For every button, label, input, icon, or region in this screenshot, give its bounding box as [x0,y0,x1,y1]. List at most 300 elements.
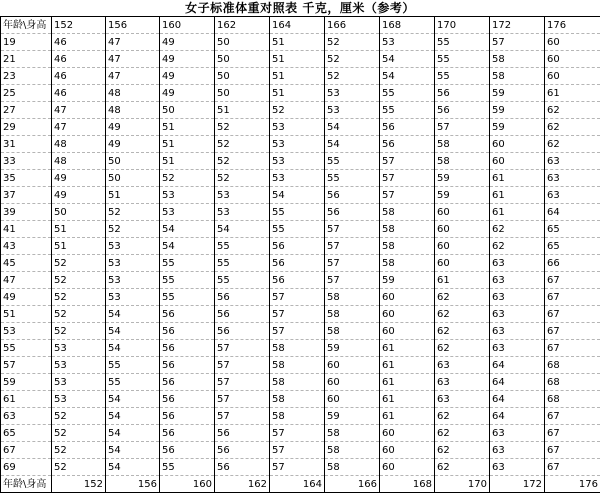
weight-cell: 55 [380,85,435,102]
weight-cell: 49 [160,85,215,102]
table-row [1,68,600,85]
weight-cell: 60 [380,306,435,323]
weight-cell: 62 [435,306,490,323]
weight-cell: 64 [490,408,545,425]
weight-cell: 55 [435,68,490,85]
age-cell: 55 [1,340,52,357]
weight-cell: 56 [215,323,270,340]
weight-cell: 50 [215,85,270,102]
weight-cell: 56 [160,374,215,391]
table-row [1,136,600,153]
table-row [1,323,600,340]
weight-cell: 56 [160,340,215,357]
weight-cell: 56 [215,425,270,442]
height-header: 166 [325,17,380,34]
table-row [1,153,600,170]
weight-cell: 58 [270,391,325,408]
weight-cell: 52 [325,68,380,85]
weight-cell: 64 [490,374,545,391]
age-cell: 47 [1,272,52,289]
weight-cell: 52 [106,204,160,221]
weight-cell: 57 [215,357,270,374]
weight-cell: 59 [325,408,380,425]
weight-cell: 57 [325,255,380,272]
weight-cell: 54 [106,459,160,476]
weight-cell: 67 [545,442,600,459]
weight-cell: 60 [490,136,545,153]
weight-cell: 60 [325,357,380,374]
weight-cell: 59 [490,119,545,136]
weight-cell: 56 [270,238,325,255]
weight-cell: 51 [270,34,325,51]
weight-cell: 62 [435,442,490,459]
age-cell: 51 [1,306,52,323]
weight-cell: 52 [52,272,106,289]
weight-cell: 56 [380,136,435,153]
weight-cell: 56 [160,425,215,442]
weight-cell: 59 [490,85,545,102]
weight-cell: 51 [160,119,215,136]
table-row [1,408,600,425]
weight-cell: 63 [490,459,545,476]
weight-cell: 60 [325,374,380,391]
table-row [1,289,600,306]
weight-cell: 58 [435,136,490,153]
weight-cell: 55 [435,34,490,51]
weight-cell: 67 [545,459,600,476]
weight-cell: 60 [545,68,600,85]
age-cell: 59 [1,374,52,391]
weight-cell: 53 [325,102,380,119]
weight-cell: 52 [52,289,106,306]
weight-cell: 53 [52,374,106,391]
weight-cell: 52 [215,136,270,153]
age-cell: 53 [1,323,52,340]
weight-cell: 59 [380,272,435,289]
weight-cell: 54 [106,408,160,425]
weight-cell: 62 [435,459,490,476]
weight-cell: 63 [490,289,545,306]
weight-cell: 53 [52,340,106,357]
weight-cell: 54 [160,221,215,238]
weight-cell: 63 [545,153,600,170]
weight-cell: 63 [545,170,600,187]
weight-cell: 51 [52,238,106,255]
weight-cell: 60 [545,34,600,51]
age-cell: 21 [1,51,52,68]
weight-cell: 63 [490,340,545,357]
age-cell: 37 [1,187,52,204]
weight-cell: 63 [490,306,545,323]
height-header: 156 [106,476,160,493]
weight-cell: 53 [106,272,160,289]
age-cell: 65 [1,425,52,442]
weight-cell: 53 [325,85,380,102]
weight-cell: 57 [215,391,270,408]
weight-cell: 50 [215,51,270,68]
height-header: 162 [215,476,270,493]
weight-cell: 63 [435,391,490,408]
weight-cell: 56 [435,102,490,119]
weight-cell: 65 [545,221,600,238]
weight-cell: 52 [215,119,270,136]
header-row [1,17,600,34]
height-header: 170 [435,476,490,493]
weight-cell: 68 [545,374,600,391]
weight-cell: 55 [215,255,270,272]
weight-cell: 53 [215,187,270,204]
weight-cell: 67 [545,340,600,357]
height-header: 170 [435,17,490,34]
table-title: 女子标准体重对照表 千克，厘米（参考） [0,0,600,16]
weight-cell: 53 [270,153,325,170]
weight-cell: 55 [325,153,380,170]
table-row [1,255,600,272]
age-cell: 63 [1,408,52,425]
weight-cell: 50 [215,34,270,51]
weight-cell: 64 [545,204,600,221]
weight-cell: 58 [270,408,325,425]
weight-cell: 68 [545,357,600,374]
weight-cell: 54 [106,391,160,408]
weight-cell: 49 [160,68,215,85]
weight-cell: 56 [160,391,215,408]
weight-cell: 58 [490,68,545,85]
weight-cell: 52 [215,153,270,170]
weight-cell: 63 [490,442,545,459]
weight-cell: 58 [270,374,325,391]
weight-cell: 52 [52,459,106,476]
weight-cell: 58 [325,289,380,306]
height-header: 164 [270,476,325,493]
weight-cell: 60 [380,425,435,442]
weight-cell: 63 [490,255,545,272]
weight-cell: 49 [106,136,160,153]
height-header: 164 [270,17,325,34]
weight-cell: 54 [325,136,380,153]
height-header: 168 [380,17,435,34]
table-row [1,238,600,255]
table-row [1,85,600,102]
height-header: 160 [160,476,215,493]
weight-cell: 53 [52,391,106,408]
age-cell: 19 [1,34,52,51]
weight-cell: 54 [215,221,270,238]
weight-cell: 63 [435,374,490,391]
weight-cell: 52 [52,255,106,272]
weight-cell: 60 [435,238,490,255]
weight-cell: 60 [380,323,435,340]
age-cell: 61 [1,391,52,408]
weight-cell: 55 [160,255,215,272]
weight-cell: 54 [270,187,325,204]
weight-cell: 57 [270,425,325,442]
height-header: 152 [52,476,106,493]
weight-cell: 52 [52,425,106,442]
weight-cell: 57 [380,153,435,170]
weight-cell: 55 [215,272,270,289]
weight-cell: 60 [325,391,380,408]
weight-cell: 47 [52,119,106,136]
weight-cell: 61 [490,204,545,221]
weight-cell: 61 [380,408,435,425]
weight-cell: 58 [325,306,380,323]
weight-table [0,16,600,493]
weight-cell: 55 [435,51,490,68]
weight-cell: 50 [106,153,160,170]
table-row [1,442,600,459]
weight-cell: 52 [160,170,215,187]
weight-cell: 56 [325,187,380,204]
weight-cell: 62 [435,425,490,442]
height-header: 176 [545,476,600,493]
age-cell: 43 [1,238,52,255]
weight-cell: 56 [215,442,270,459]
weight-cell: 52 [270,102,325,119]
table-row [1,272,600,289]
table-row [1,221,600,238]
weight-cell: 56 [160,323,215,340]
age-cell: 57 [1,357,52,374]
table-row [1,204,600,221]
weight-cell: 58 [325,459,380,476]
weight-cell: 54 [106,306,160,323]
weight-cell: 46 [52,85,106,102]
weight-cell: 55 [270,221,325,238]
weight-cell: 67 [545,425,600,442]
weight-cell: 55 [160,272,215,289]
weight-cell: 58 [380,238,435,255]
weight-cell: 57 [270,306,325,323]
weight-cell: 49 [52,170,106,187]
weight-cell: 60 [380,289,435,306]
table-row [1,102,600,119]
table-row [1,34,600,51]
weight-cell: 60 [435,221,490,238]
weight-cell: 56 [325,204,380,221]
weight-cell: 60 [545,51,600,68]
weight-cell: 54 [106,340,160,357]
height-header: 172 [490,17,545,34]
weight-cell: 61 [380,374,435,391]
weight-cell: 60 [380,442,435,459]
weight-cell: 56 [160,357,215,374]
age-cell: 69 [1,459,52,476]
weight-cell: 58 [270,340,325,357]
weight-cell: 67 [545,272,600,289]
weight-cell: 59 [325,340,380,357]
height-header: 168 [380,476,435,493]
weight-cell: 64 [490,391,545,408]
weight-cell: 46 [52,68,106,85]
weight-cell: 62 [490,238,545,255]
weight-cell: 52 [52,306,106,323]
weight-cell: 59 [435,187,490,204]
weight-cell: 57 [380,187,435,204]
weight-cell: 53 [270,119,325,136]
weight-cell: 62 [545,102,600,119]
age-cell: 27 [1,102,52,119]
weight-cell: 49 [106,119,160,136]
weight-cell: 53 [270,136,325,153]
height-header: 160 [160,17,215,34]
weight-cell: 53 [215,204,270,221]
weight-cell: 54 [380,68,435,85]
age-cell: 23 [1,68,52,85]
table-row [1,119,600,136]
weight-cell: 60 [380,459,435,476]
table-row [1,374,600,391]
weight-cell: 50 [106,170,160,187]
table-row [1,425,600,442]
weight-cell: 60 [490,153,545,170]
weight-cell: 48 [52,136,106,153]
age-cell: 45 [1,255,52,272]
weight-cell: 57 [270,442,325,459]
weight-cell: 58 [270,357,325,374]
age-cell: 35 [1,170,52,187]
weight-cell: 56 [435,85,490,102]
weight-cell: 62 [435,289,490,306]
weight-cell: 58 [380,204,435,221]
weight-cell: 63 [490,425,545,442]
weight-cell: 51 [270,85,325,102]
weight-cell: 62 [435,323,490,340]
weight-cell: 55 [106,357,160,374]
weight-cell: 68 [545,391,600,408]
age-cell: 31 [1,136,52,153]
height-header: 162 [215,17,270,34]
weight-cell: 61 [545,85,600,102]
weight-cell: 56 [215,459,270,476]
weight-cell: 50 [160,102,215,119]
weight-cell: 57 [215,340,270,357]
weight-cell: 57 [380,170,435,187]
table-row [1,51,600,68]
weight-cell: 47 [106,68,160,85]
weight-cell: 67 [545,306,600,323]
weight-cell: 59 [490,102,545,119]
weight-cell: 62 [545,119,600,136]
weight-cell: 61 [380,357,435,374]
weight-cell: 63 [435,357,490,374]
weight-cell: 58 [325,323,380,340]
weight-cell: 49 [160,34,215,51]
weight-cell: 61 [490,170,545,187]
weight-cell: 64 [490,357,545,374]
weight-cell: 55 [380,102,435,119]
weight-cell: 60 [435,255,490,272]
weight-cell: 60 [435,204,490,221]
height-header: 172 [490,476,545,493]
weight-cell: 58 [490,51,545,68]
weight-cell: 48 [52,153,106,170]
weight-cell: 58 [380,221,435,238]
weight-cell: 54 [325,119,380,136]
weight-cell: 54 [106,323,160,340]
weight-cell: 58 [380,255,435,272]
age-cell: 29 [1,119,52,136]
age-cell: 41 [1,221,52,238]
weight-cell: 54 [160,238,215,255]
weight-cell: 53 [52,357,106,374]
weight-cell: 49 [52,187,106,204]
age-cell: 49 [1,289,52,306]
weight-cell: 52 [52,323,106,340]
footer-row [1,476,600,493]
table-row [1,340,600,357]
height-header: 166 [325,476,380,493]
weight-cell: 52 [325,51,380,68]
weight-cell: 51 [270,51,325,68]
weight-cell: 67 [545,289,600,306]
weight-cell: 58 [325,425,380,442]
weight-cell: 58 [435,153,490,170]
weight-cell: 53 [106,238,160,255]
table-row [1,391,600,408]
weight-cell: 52 [52,442,106,459]
weight-cell: 57 [270,289,325,306]
weight-cell: 59 [435,170,490,187]
weight-cell: 54 [106,425,160,442]
weight-cell: 46 [52,34,106,51]
weight-cell: 47 [106,51,160,68]
weight-cell: 57 [490,34,545,51]
corner-label: 年龄\身高 [1,476,52,493]
weight-cell: 48 [106,85,160,102]
weight-cell: 55 [270,204,325,221]
weight-cell: 47 [52,102,106,119]
weight-cell: 51 [52,221,106,238]
weight-cell: 56 [380,119,435,136]
weight-cell: 55 [160,289,215,306]
weight-cell: 51 [160,136,215,153]
weight-cell: 62 [435,340,490,357]
weight-cell: 61 [435,272,490,289]
weight-cell: 62 [435,408,490,425]
weight-cell: 63 [545,187,600,204]
weight-cell: 47 [106,34,160,51]
weight-cell: 51 [160,153,215,170]
weight-cell: 61 [380,340,435,357]
table-row [1,170,600,187]
weight-cell: 62 [490,221,545,238]
weight-cell: 55 [106,374,160,391]
weight-cell: 52 [52,408,106,425]
weight-cell: 51 [215,102,270,119]
weight-cell: 67 [545,323,600,340]
weight-cell: 56 [160,442,215,459]
weight-cell: 56 [215,306,270,323]
weight-cell: 53 [270,170,325,187]
age-cell: 25 [1,85,52,102]
weight-cell: 50 [215,68,270,85]
weight-cell: 56 [270,255,325,272]
weight-cell: 57 [270,459,325,476]
weight-cell: 55 [325,170,380,187]
age-cell: 39 [1,204,52,221]
weight-cell: 65 [545,238,600,255]
weight-cell: 53 [106,255,160,272]
height-header: 152 [52,17,106,34]
table-row [1,187,600,204]
table-row [1,357,600,374]
weight-cell: 57 [215,374,270,391]
weight-cell: 57 [325,272,380,289]
weight-cell: 52 [106,221,160,238]
weight-cell: 63 [490,323,545,340]
weight-cell: 61 [380,391,435,408]
